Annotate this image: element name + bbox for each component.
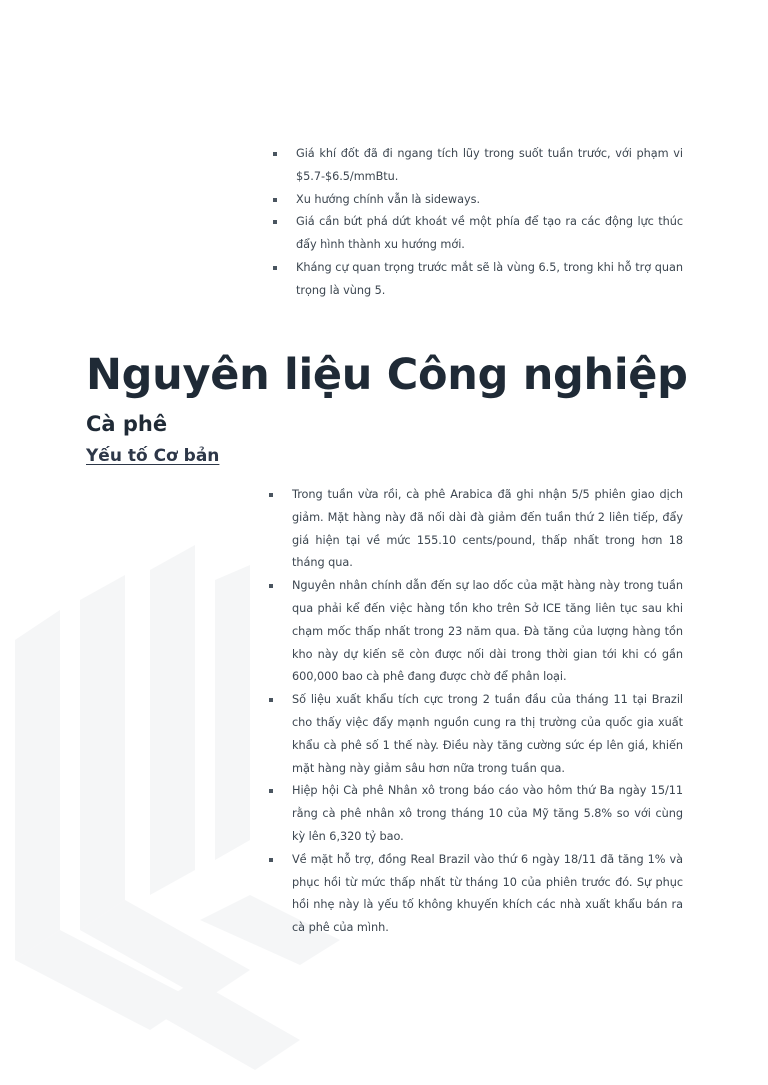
list-item: Giá cần bứt phá dứt khoát về một phía để tạo ra các động lực thúc đẩy hình thành xu hướng mới.: [296, 211, 683, 257]
list-item: Giá khí đốt đã đi ngang tích lũy trong suốt tuần trước, với phạm vi $5.7-$6.5/mmBtu.: [296, 143, 683, 189]
fundamentals-heading: Yếu tố Cơ bản: [86, 446, 220, 466]
coffee-bullet-list: [292, 484, 683, 940]
section-title: Nguyên liệu Công nghiệp: [86, 350, 688, 400]
list-item: Kháng cự quan trọng trước mắt sẽ là vùng 6.5, trong khi hỗ trợ quan trọng là vùng 5.: [296, 257, 683, 303]
commodity-title: Cà phê: [86, 412, 168, 436]
natural-gas-bullet-list: [296, 143, 683, 303]
list-item: Nguyên nhân chính dẫn đến sự lao dốc của mặt hàng này trong tuần qua phải kể đến việc hàng tồn kho trên Sở ICE tăng liên tục sau khi chạm mốc thấp nhất trong 23 năm qua. Đà tăng của lượng hàng tồn kho này dự kiến sẽ còn được nối dài trong thời gian tới khi có gần 600,000 bao cà phê đang được chờ để phân loại.: [292, 575, 683, 689]
list-item: Trong tuần vừa rồi, cà phê Arabica đã ghi nhận 5/5 phiên giao dịch giảm. Mặt hàng này đã nối dài đà giảm đến tuần thứ 2 liên tiếp, đẩy giá hiện tại về mức 155.10 cents/pound, thấp nhất trong hơn 18 tháng qua.: [292, 484, 683, 575]
list-item: Hiệp hội Cà phê Nhân xô trong báo cáo vào hôm thứ Ba ngày 15/11 rằng cà phê nhân xô trong tháng 10 của Mỹ tăng 5.8% so với cùng kỳ lên 6,320 tỷ bao.: [292, 780, 683, 848]
list-item: Số liệu xuất khẩu tích cực trong 2 tuần đầu của tháng 11 tại Brazil cho thấy việc đẩy mạnh nguồn cung ra thị trường của quốc gia xuất khẩu cà phê số 1 thế này. Điều này tăng cường sức ép lên giá, khiến mặt hàng này giảm sâu hơn nữa trong tuần qua.: [292, 689, 683, 780]
list-item: Xu hướng chính vẫn là sideways.: [296, 189, 683, 212]
list-item: Về mặt hỗ trợ, đồng Real Brazil vào thứ 6 ngày 18/11 đã tăng 1% và phục hồi từ mức thấp nhất từ tháng 10 của phiên trước đó. Sự phục hồi nhẹ này là yếu tố không khuyến khích các nhà xuất khẩu bán ra cà phê của mình.: [292, 849, 683, 940]
